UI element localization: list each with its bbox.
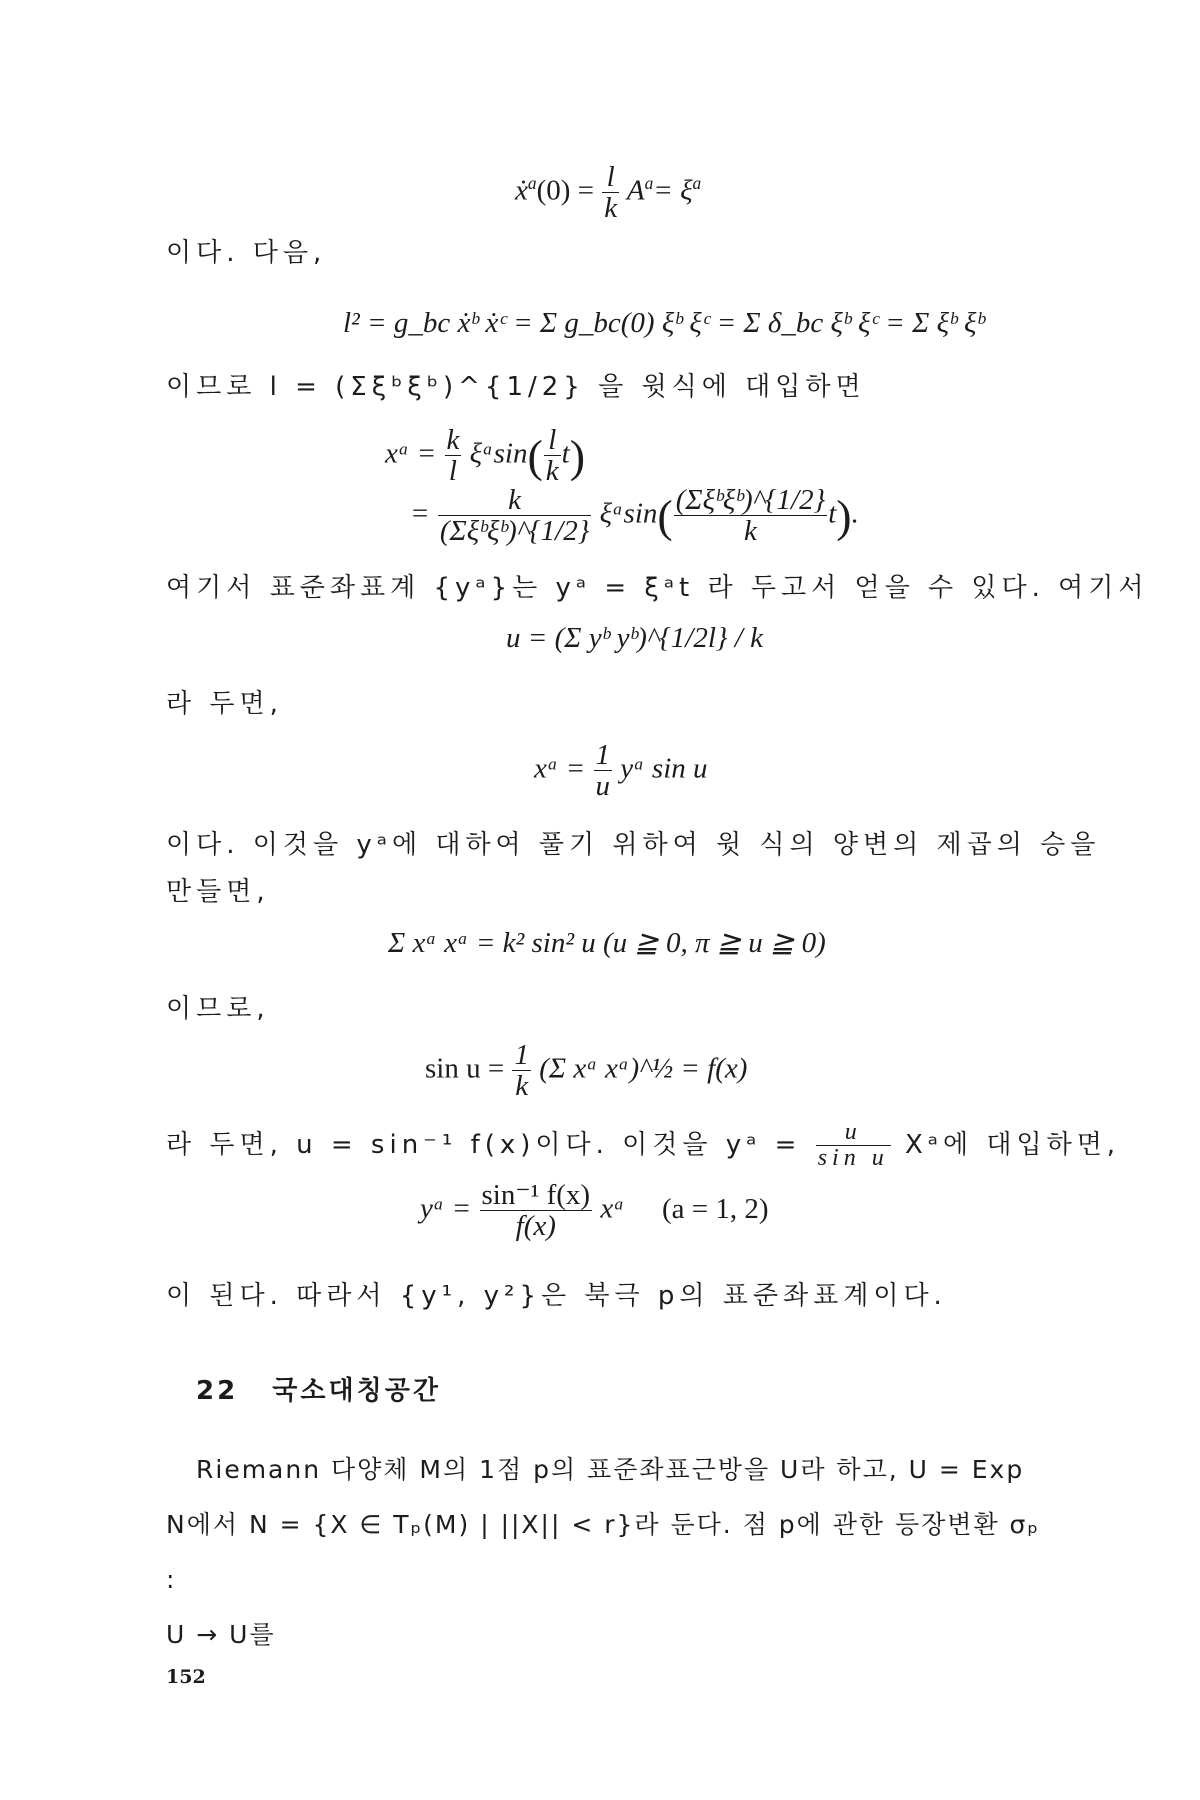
text-line-4: 라 두면,	[166, 689, 283, 719]
page-number: 152	[166, 1666, 206, 1688]
equation-velocity: ẋ$^a$(0) = $\frac{l}{k}$ $A^a= \xi^a$	[515, 161, 702, 225]
paragraph	[166, 1442, 1046, 1662]
section-number: 22	[196, 1376, 239, 1406]
equation-sum-squares: Σ xᵃ xᵃ = k² sin² u (u ≧ 0, π ≧ u ≧ 0)	[388, 927, 826, 959]
equation-geodesic-line1: xᵃ = $\frac{k}{l}$ ξᵃsin( $\frac{l}{k}$ t)	[385, 424, 586, 488]
paragraph-line-1: Riemann 다양체 M의 1점 p의 표준좌표근방을 U라 하고, U = Exp	[196, 1455, 1025, 1484]
text-line-9: 이 된다. 따라서 {y¹, y²}은 북극 p의 표준좌표계이다.	[166, 1281, 947, 1311]
text-line-7: 이므로,	[166, 994, 270, 1024]
equation-sin-u: sin u = $\frac{1}{k}$ (Σ xᵃ xᵃ)^½ = f(x)	[425, 1039, 748, 1103]
equation-x-sin-u: xᵃ = $\frac{1}{u}$ yᵃ sin u	[534, 739, 708, 803]
text-line-3: 여기서 표준좌표계 {yᵃ}는 yᵃ = ξᵃt 라 두고서 얻을 수 있다. 여기서	[166, 573, 1149, 603]
text-line-5: 이다. 이것을 yᵃ에 대하여 풀기 위하여 윗 식의 양변의 제곱의 승을	[166, 830, 1101, 860]
text-line-1: 이다. 다음,	[166, 238, 327, 268]
section-heading	[196, 1370, 441, 1407]
text-line-6: 만들면,	[166, 877, 270, 907]
equation-y-coordinates: yᵃ = $\frac{\text{sin⁻¹ f(x)}}{f(x)}$ xᵃ (a = 1, 2)	[420, 1179, 769, 1243]
text-line-8: 라 두면, u = sin⁻¹ f(x)이다. 이것을 yᵃ = $\frac{u}{\text{sin u}}$ Xᵃ에 대입하면,	[166, 1119, 1121, 1172]
section-title: 국소대칭공간	[272, 1376, 441, 1406]
paragraph-line-2: N에서 N = {X ∈ Tₚ(M) | ||X|| < r}라 둔다. 점 p에 관한 등장변환 σₚ :	[166, 1510, 1041, 1594]
equation-metric: l² = g_bc ẋᵇ ẋᶜ = Σ g_bc(0) ξᵇ ξᶜ = Σ δ_bc ξᵇ ξᶜ = Σ ξᵇ ξᵇ	[343, 307, 985, 339]
paragraph-line-3: U → U를	[166, 1620, 276, 1649]
fraction-l-over-k: $\frac{l}{k}$	[604, 161, 618, 225]
equation-geodesic-line2: = k (Σξᵇξᵇ)^{1/2} ξᵃsin( (Σξᵇξᵇ)^{1/2} k t).	[410, 484, 859, 548]
text-line-2: 이므로 l = (Σξᵇξᵇ)^{1/2} 을 윗식에 대입하면	[166, 372, 866, 402]
equation-u-definition: u = (Σ yᵇ yᵇ)^{1/2l} / k	[506, 622, 763, 654]
